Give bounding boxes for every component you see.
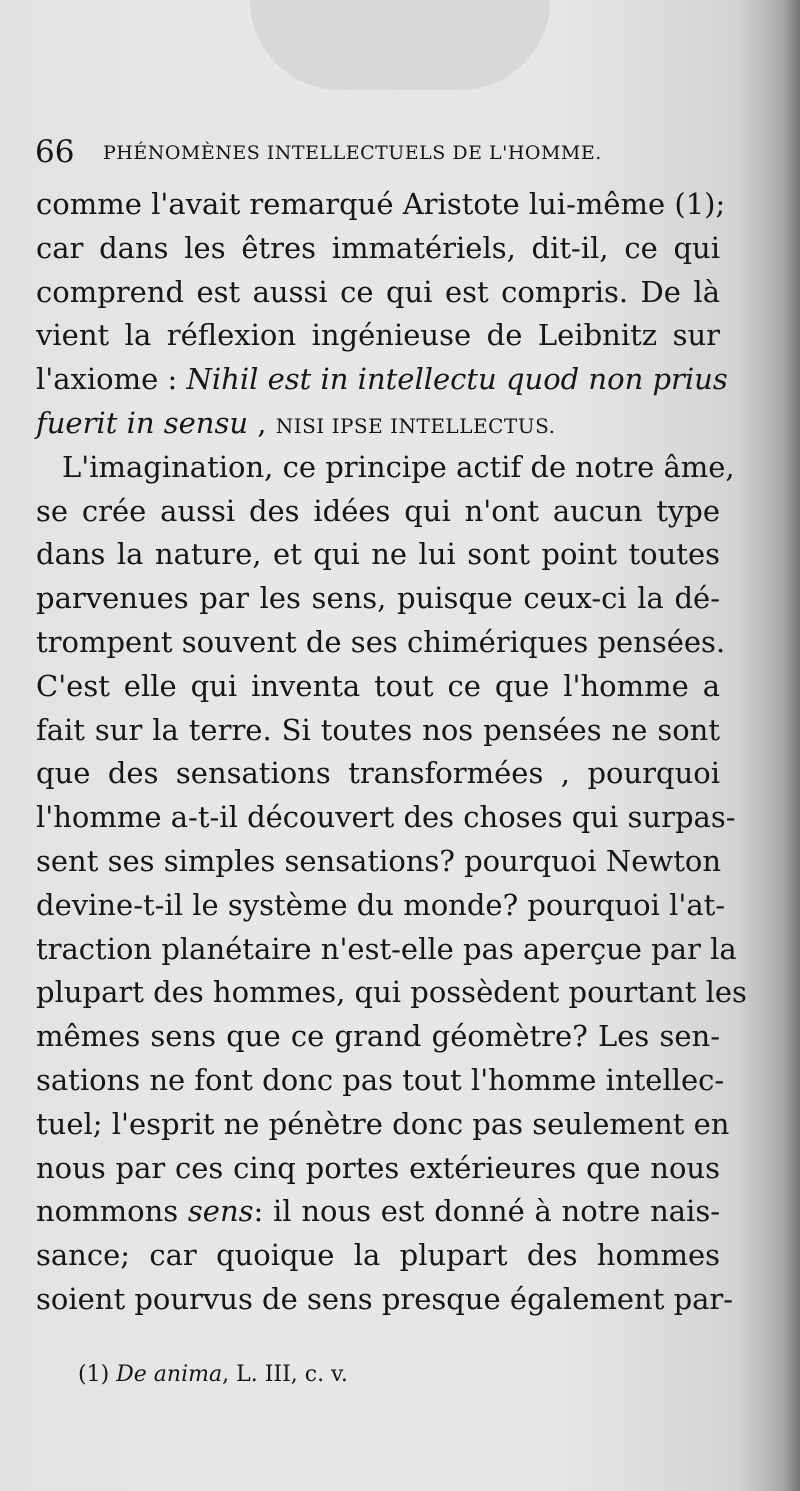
text-line: mêmes sens que ce grand géomètre? Les sen- xyxy=(36,1019,720,1054)
text-line: comme l'avait remarqué Aristote lui-même (1); xyxy=(36,187,726,221)
text-line: se crée aussi des idées qui n'ont aucun type xyxy=(36,493,720,528)
text-line: sent ses simples sensations? pourquoi Newton xyxy=(36,843,722,878)
text-line: nommons sens: il nous est donné à notre nais- xyxy=(36,1194,721,1229)
text-line: fait sur la terre. Si toutes nos pensées ne sont xyxy=(36,712,720,747)
text-line: comprend est aussi ce qui est compris. De là xyxy=(36,274,720,309)
text-line: sance; car quoique la plupart des hommes xyxy=(36,1238,720,1273)
page-header xyxy=(35,132,735,172)
text-line: traction planétaire n'est-elle pas aperçue par la xyxy=(36,931,737,966)
page-edge-shadow xyxy=(782,0,800,1491)
footnote: (1) De anima, L. III, c. v. xyxy=(78,1362,348,1387)
text-line: vient la réflexion ingénieuse de Leibnitz sur xyxy=(36,318,720,353)
text-line: que des sensations transformées , pourquoi xyxy=(36,756,720,791)
text-line: l'homme a-t-il découvert des choses qui surpas- xyxy=(36,800,736,835)
text-line: nous par ces cinq portes extérieures que nous xyxy=(36,1150,720,1185)
page-number: 66 xyxy=(35,134,75,170)
paragraph-first-line: L'imagination, ce principe actif de notre âme, xyxy=(62,449,735,484)
text-line: dans la nature, et qui ne lui sont point toutes xyxy=(36,537,720,572)
text-line: tuel; l'esprit ne pénètre donc pas seulement en xyxy=(36,1106,730,1141)
paper-stain xyxy=(250,0,550,90)
text-line: parvenues par les sens, puisque ceux-ci la dé- xyxy=(36,581,720,616)
text-line: soient pourvus de sens presque également par- xyxy=(36,1281,734,1316)
body-text xyxy=(30,183,747,1322)
text-line: plupart des hommes, qui possèdent pourtant les xyxy=(36,975,747,1010)
text-line: devine-t-il le système du monde? pourquoi l'at- xyxy=(36,887,726,922)
text-line: fuerit in sensu , NISI IPSE INTELLECTUS. xyxy=(36,405,556,440)
text-line: C'est elle qui inventa tout ce que l'homme a xyxy=(36,668,720,703)
running-head: PHÉNOMÈNES INTELLECTUELS DE L'HOMME. xyxy=(103,142,602,164)
text-line: car dans les êtres immatériels, dit-il, ce qui xyxy=(36,230,720,265)
text-line: trompent souvent de ses chimériques pensées. xyxy=(36,624,726,659)
text-line: l'axiome : Nihil est in intellectu quod non prius xyxy=(36,362,728,397)
text-line: sations ne font donc pas tout l'homme intellec- xyxy=(36,1062,725,1097)
